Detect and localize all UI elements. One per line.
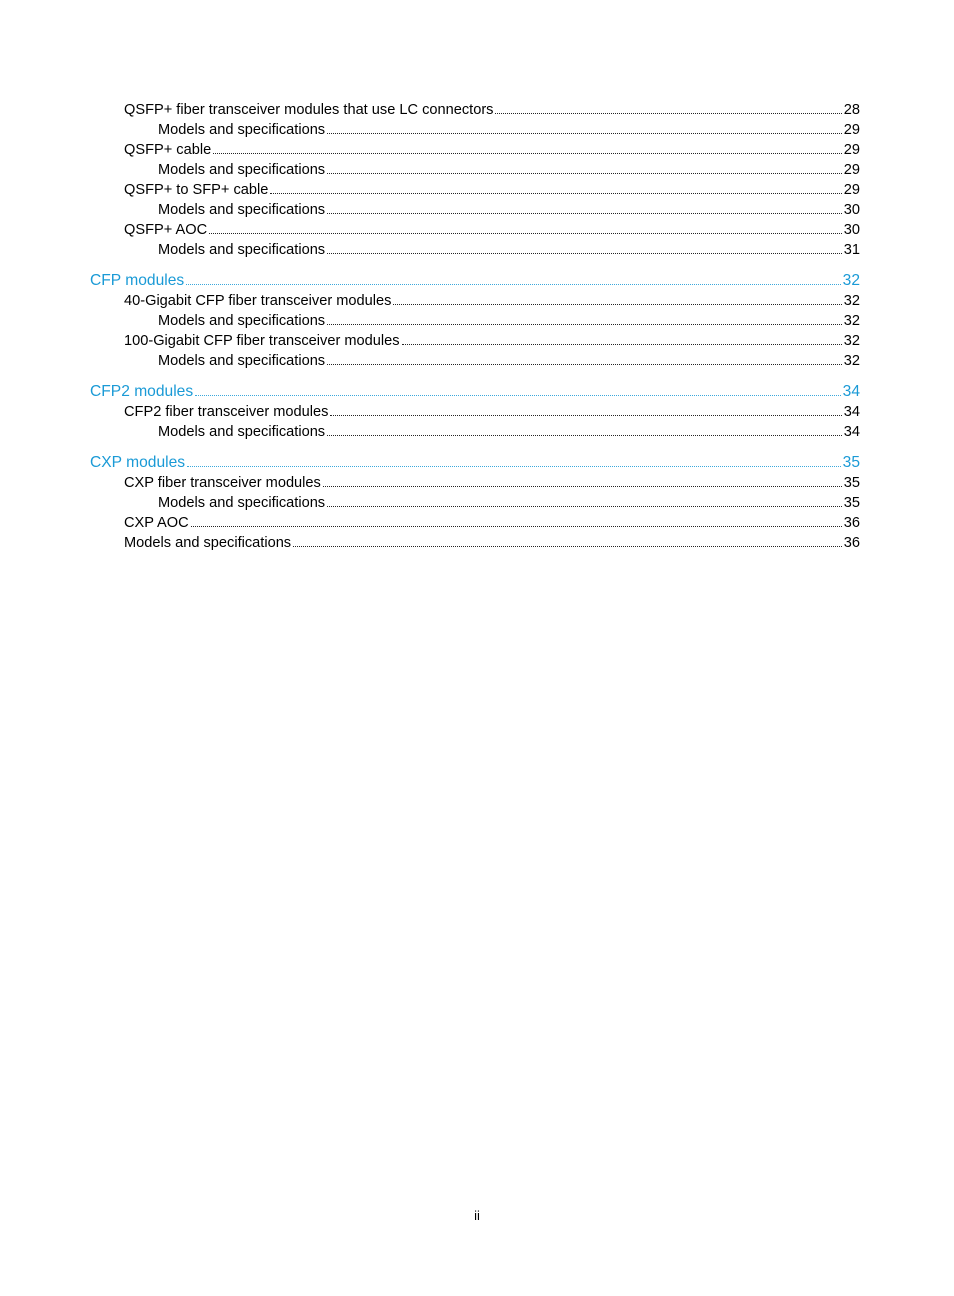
toc-dot-leader bbox=[323, 486, 842, 487]
toc-chapter-cfp2-modules[interactable] bbox=[0, 381, 954, 402]
toc-entry-title: Models and specifications bbox=[158, 313, 326, 329]
toc-entry[interactable] bbox=[0, 140, 954, 160]
toc-entry-title: Models and specifications bbox=[158, 202, 326, 218]
toc-dot-leader bbox=[327, 253, 842, 254]
toc-entry-title: Models and specifications bbox=[158, 495, 326, 511]
toc-entry[interactable] bbox=[0, 180, 954, 200]
toc-entry[interactable] bbox=[0, 533, 954, 553]
toc-entry[interactable] bbox=[0, 291, 954, 311]
toc-dot-leader bbox=[327, 364, 842, 365]
toc-entry[interactable] bbox=[0, 493, 954, 513]
toc-chapter-page: 32 bbox=[842, 272, 860, 289]
toc-entry[interactable] bbox=[0, 100, 954, 120]
toc-entry-title: Models and specifications bbox=[158, 162, 326, 178]
toc-entry-page: 29 bbox=[843, 142, 860, 158]
toc-dot-leader bbox=[327, 173, 842, 174]
toc-entry-title: Models and specifications bbox=[158, 242, 326, 258]
toc-entry-title: Models and specifications bbox=[158, 122, 326, 138]
toc-entry-page: 29 bbox=[843, 182, 860, 198]
toc-entry-page: 36 bbox=[843, 515, 860, 531]
toc-entry-page: 30 bbox=[843, 202, 860, 218]
toc-entry[interactable] bbox=[0, 513, 954, 533]
toc-dot-leader bbox=[213, 153, 842, 154]
toc-entry-title: QSFP+ AOC bbox=[124, 222, 208, 238]
toc-chapter-title: CFP modules bbox=[90, 272, 185, 289]
toc-entry[interactable] bbox=[0, 422, 954, 442]
table-of-contents bbox=[0, 100, 954, 553]
toc-entry-page: 29 bbox=[843, 162, 860, 178]
toc-entry-title: QSFP+ fiber transceiver modules that use LC connectors bbox=[124, 102, 494, 118]
toc-entry-page: 36 bbox=[843, 535, 860, 551]
toc-entry-page: 31 bbox=[843, 242, 860, 258]
page-number: ii bbox=[474, 1208, 480, 1223]
toc-entry-title: Models and specifications bbox=[158, 353, 326, 369]
toc-entry-title: 100-Gigabit CFP fiber transceiver modules bbox=[124, 333, 400, 349]
toc-entry[interactable] bbox=[0, 120, 954, 140]
toc-entry-title: QSFP+ cable bbox=[124, 142, 212, 158]
toc-entry-page: 28 bbox=[843, 102, 860, 118]
toc-dot-leader bbox=[495, 113, 841, 114]
toc-entry-title: CFP2 fiber transceiver modules bbox=[124, 404, 329, 420]
toc-entry-title: Models and specifications bbox=[158, 424, 326, 440]
toc-chapter-title: CXP modules bbox=[90, 454, 186, 471]
toc-entry-page: 32 bbox=[843, 353, 860, 369]
toc-dot-leader bbox=[393, 304, 841, 305]
toc-dot-leader bbox=[330, 415, 841, 416]
toc-dot-leader bbox=[327, 133, 842, 134]
toc-dot-leader bbox=[327, 324, 842, 325]
toc-dot-leader bbox=[195, 395, 841, 396]
toc-entry-title: CXP fiber transceiver modules bbox=[124, 475, 321, 491]
toc-entry-title: CXP AOC bbox=[124, 515, 189, 531]
toc-entry-page: 34 bbox=[843, 424, 860, 440]
toc-entry-page: 34 bbox=[843, 404, 860, 420]
toc-dot-leader bbox=[209, 233, 842, 234]
toc-dot-leader bbox=[191, 526, 842, 527]
toc-dot-leader bbox=[270, 193, 841, 194]
toc-dot-leader bbox=[293, 546, 842, 547]
toc-entry-title: QSFP+ to SFP+ cable bbox=[124, 182, 269, 198]
toc-entry[interactable] bbox=[0, 311, 954, 331]
toc-dot-leader bbox=[187, 466, 841, 467]
toc-entry-page: 30 bbox=[843, 222, 860, 238]
toc-entry-page: 32 bbox=[843, 313, 860, 329]
toc-entry[interactable] bbox=[0, 220, 954, 240]
toc-dot-leader bbox=[327, 506, 842, 507]
toc-entry-title: 40-Gigabit CFP fiber transceiver modules bbox=[124, 293, 392, 309]
toc-entry[interactable] bbox=[0, 331, 954, 351]
toc-dot-leader bbox=[327, 213, 842, 214]
toc-chapter-cfp-modules[interactable] bbox=[0, 270, 954, 291]
toc-entry[interactable] bbox=[0, 473, 954, 493]
toc-entry[interactable] bbox=[0, 160, 954, 180]
toc-entry[interactable] bbox=[0, 200, 954, 220]
toc-entry-page: 29 bbox=[843, 122, 860, 138]
toc-chapter-page: 35 bbox=[842, 454, 860, 471]
toc-entry-page: 32 bbox=[843, 293, 860, 309]
toc-chapter-title: CFP2 modules bbox=[90, 383, 194, 400]
toc-chapter-cxp-modules[interactable] bbox=[0, 452, 954, 473]
toc-entry-page: 32 bbox=[843, 333, 860, 349]
toc-dot-leader bbox=[402, 344, 842, 345]
toc-entry-page: 35 bbox=[843, 495, 860, 511]
toc-dot-leader bbox=[327, 435, 842, 436]
toc-entry-page: 35 bbox=[843, 475, 860, 491]
toc-dot-leader bbox=[186, 284, 840, 285]
toc-entry[interactable] bbox=[0, 351, 954, 371]
toc-entry[interactable] bbox=[0, 402, 954, 422]
toc-chapter-page: 34 bbox=[842, 383, 860, 400]
toc-entry[interactable] bbox=[0, 240, 954, 260]
toc-entry-title: Models and specifications bbox=[124, 535, 292, 551]
